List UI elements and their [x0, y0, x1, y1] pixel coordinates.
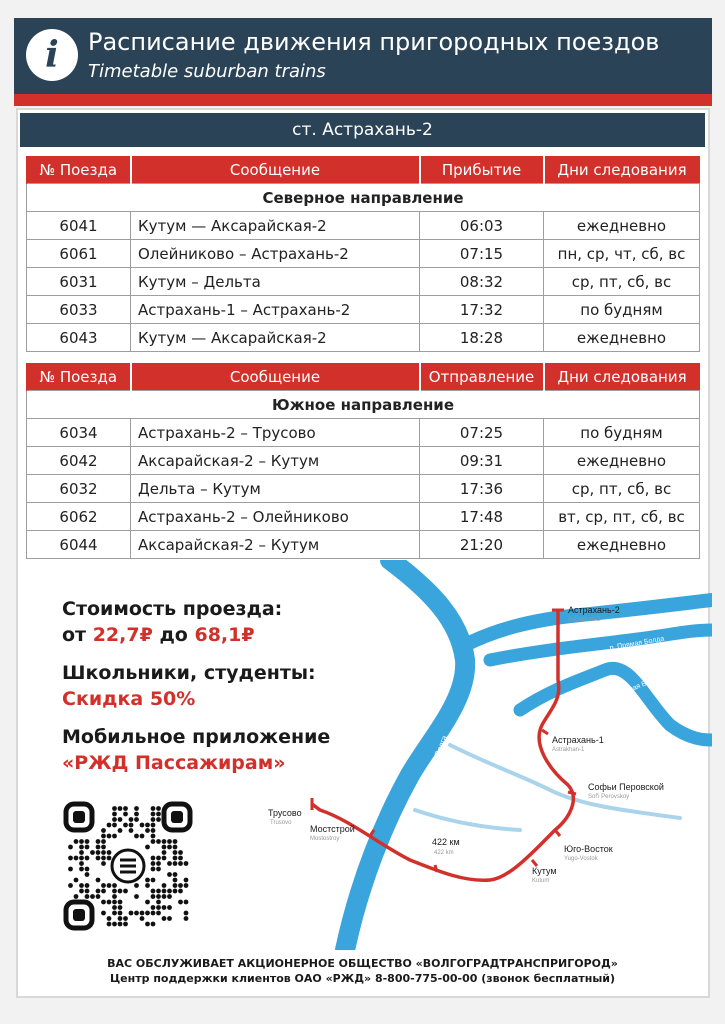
station-trusovo-en: Trusovo: [270, 820, 292, 826]
students-heading: Школьники, студенты:: [62, 662, 316, 684]
days: ср, пт, сб, вс: [544, 475, 700, 503]
train-number: 6042: [27, 447, 131, 475]
qr-code-icon[interactable]: [62, 800, 194, 932]
river-pryamaya-bolda: [490, 630, 712, 660]
time: 07:25: [420, 419, 544, 447]
station-mostostroy-en: Mostostroy: [310, 836, 340, 842]
title-en: Timetable suburban trains: [88, 61, 326, 82]
station-kutum: Кутум: [532, 866, 557, 876]
info-icon: i: [26, 29, 78, 81]
fare-price-to: 68,1₽: [194, 624, 255, 646]
table-row: [27, 268, 700, 296]
fare-to-word: до: [159, 624, 188, 646]
table-row: [27, 419, 700, 447]
fare-from-word: от: [62, 624, 87, 646]
days: ср, пт, сб, вс: [544, 268, 700, 296]
time: 08:32: [420, 268, 544, 296]
time: 17:48: [420, 503, 544, 531]
train-number: 6062: [27, 503, 131, 531]
title-ru: Расписание движения пригородных поездов: [88, 28, 660, 56]
col-train-number: № Поезда: [27, 156, 131, 184]
table-row: [27, 503, 700, 531]
footer: [26, 956, 699, 986]
station-name: ст. Астрахань-2: [20, 113, 705, 147]
station-tick: [435, 865, 437, 872]
label-pryamaya-bolda: р. Прямая Болда: [609, 635, 665, 652]
station-422km: 422 км: [432, 837, 460, 847]
route: Кутум — Аксарайская-2: [131, 324, 420, 352]
time: 17:32: [420, 296, 544, 324]
days: ежедневно: [544, 212, 700, 240]
table-row: [27, 296, 700, 324]
students-discount: Скидка 50%: [62, 688, 196, 710]
time: 07:15: [420, 240, 544, 268]
train-number: 6034: [27, 419, 131, 447]
station-astrakhan2-en: Astrakhan-2: [568, 617, 601, 623]
direction-south: Южное направление: [27, 391, 700, 419]
col-days: Дни следования: [544, 363, 700, 391]
fare-heading: Стоимость проезда:: [62, 598, 283, 620]
station-yugvostok-en: Yugo-Vostok: [564, 856, 598, 862]
station-mostostroy: Мостстрой: [310, 824, 355, 834]
station-astrakhan1: Астрахань-1: [552, 735, 604, 745]
station-yugvostok: Юго-Восток: [564, 844, 613, 854]
app-heading: Мобильное приложение: [62, 726, 331, 748]
col-route: Сообщение: [131, 156, 420, 184]
app-name: «РЖД Пассажирам»: [62, 752, 286, 774]
table-row: [27, 212, 700, 240]
days: по будням: [544, 296, 700, 324]
label-volga: р. Волга: [429, 734, 450, 766]
days: ежедневно: [544, 531, 700, 559]
route: Кутум — Аксарайская-2: [131, 212, 420, 240]
table-row: [27, 475, 700, 503]
footer-support: Центр поддержки клиентов ОАО «РЖД» 8-800-775-00-00 (звонок бесплатный): [109, 972, 616, 985]
train-number: 6044: [27, 531, 131, 559]
table-row: [27, 240, 700, 268]
footer-operator: ВАС ОБСЛУЖИВАЕТ АКЦИОНЕРНОЕ ОБЩЕСТВО «ВОЛГОГРАДТРАНСПРИГОРОД»: [107, 957, 618, 970]
days: вт, ср, пт, сб, вс: [544, 503, 700, 531]
station-astrakhan1-en: Astrakhan-1: [552, 747, 585, 753]
days: по будням: [544, 419, 700, 447]
table-row: [27, 324, 700, 352]
train-number: 6061: [27, 240, 131, 268]
river-krivaya-bolda: [520, 668, 712, 740]
direction-north: Северное направление: [27, 184, 700, 212]
south-timetable: [26, 363, 700, 559]
time: 06:03: [420, 212, 544, 240]
col-arrival: Прибытие: [420, 156, 544, 184]
col-train-number: № Поезда: [27, 363, 131, 391]
station-astrakhan2: Астрахань-2: [568, 605, 620, 615]
table-row: [27, 447, 700, 475]
route: Астрахань-1 – Астрахань-2: [131, 296, 420, 324]
days: пн, ср, чт, сб, вс: [544, 240, 700, 268]
table-header-row: [27, 363, 700, 391]
train-number: 6032: [27, 475, 131, 503]
train-number: 6031: [27, 268, 131, 296]
river-light-branch: [415, 810, 520, 830]
station-sofi: Софьи Перовской: [588, 782, 664, 792]
train-number: 6043: [27, 324, 131, 352]
route: Кутум – Дельта: [131, 268, 420, 296]
route: Аксарайская-2 – Кутум: [131, 531, 420, 559]
route: Аксарайская-2 – Кутум: [131, 447, 420, 475]
col-days: Дни следования: [544, 156, 700, 184]
time: 17:36: [420, 475, 544, 503]
river-volga: [345, 560, 465, 950]
north-timetable: [26, 156, 700, 352]
train-number: 6033: [27, 296, 131, 324]
fare-prices: [62, 622, 330, 648]
station-tick: [568, 792, 576, 794]
days: ежедневно: [544, 447, 700, 475]
time: 09:31: [420, 447, 544, 475]
route: Олейниково – Астрахань-2: [131, 240, 420, 268]
station-kutum-en: Kutum: [532, 878, 550, 884]
station-trusovo: Трусово: [268, 808, 302, 818]
station-sofi-en: Sof'i Perovskoy: [588, 794, 630, 800]
route: Астрахань-2 – Трусово: [131, 419, 420, 447]
table-row: [27, 531, 700, 559]
station-422km-en: 422 km: [434, 850, 454, 856]
days: ежедневно: [544, 324, 700, 352]
station-tick: [542, 730, 548, 734]
label-krivaya-bolda: р. Кривая Болда: [610, 674, 663, 701]
time: 18:28: [420, 324, 544, 352]
col-departure: Отправление: [420, 363, 544, 391]
header-accent-stripe: [14, 94, 712, 106]
fare-price-from: 22,7₽: [92, 624, 153, 646]
route: Астрахань-2 – Олейниково: [131, 503, 420, 531]
route: Дельта – Кутум: [131, 475, 420, 503]
time: 21:20: [420, 531, 544, 559]
table-header-row: [27, 156, 700, 184]
col-route: Сообщение: [131, 363, 420, 391]
info-block: [62, 596, 330, 776]
station-tick: [555, 830, 560, 836]
train-number: 6041: [27, 212, 131, 240]
